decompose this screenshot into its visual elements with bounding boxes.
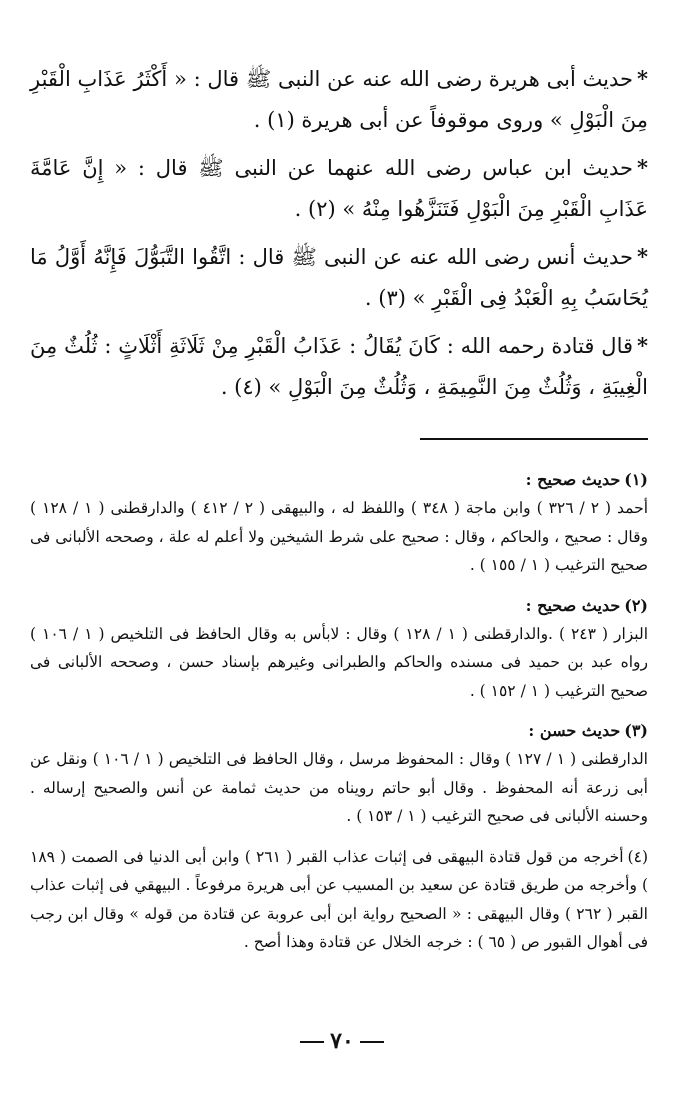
- footnote-body: البزار ( ٢٤٣ ) .والدارقطنى ( ١ / ١٢٨ ) وقال : لابأس به وقال الحافظ فى التلخيص ( ١ / ١٠٦ ) رواه عبد بن حميد فى مسنده والحاكم والطبرانى وغيرهم بإسناد حسن ، وصححه الألبانى فى صحيح الترغيب ( ١ / ١٥٢ ) .: [30, 624, 649, 700]
- page-number-text: ٧٠: [330, 1028, 354, 1054]
- main-text: [30, 58, 648, 408]
- footnote-grade: حديث صحيح :: [525, 595, 621, 615]
- divider-line: [420, 438, 648, 440]
- hadith-paragraph-4: [30, 325, 648, 408]
- hadith-paragraph-2: [30, 147, 648, 230]
- dash-left: [360, 1041, 384, 1043]
- paragraph-text: حديث أنس رضى الله عنه عن النبى ﷺ قال : اتَّقُوا التَّبَوُّلَ فَإِنَّهُ أَوَّلُ مَا يُحَاسَبُ بِهِ الْعَبْدُ فِى الْقَبْرِ » (٣) .: [30, 245, 648, 310]
- footnote-number: (٣): [624, 721, 648, 740]
- footnote-3: [30, 717, 648, 831]
- footnote-grade: حديث حسن :: [528, 721, 621, 740]
- footnote-body: أحمد ( ٢ / ٣٢٦ ) وابن ماجة ( ٣٤٨ ) واللفظ له ، والبيهقى ( ٢ / ٤١٢ ) والدارقطنى ( ١ / ١٢٨ ) وقال : صحيح ، والحاكم ، وقال : صحيح على شرط الشيخين ولا أعلم له علة ، وصححه الألبانى فى صحيح الترغيب ( ١ / ١٥٥ ) .: [30, 499, 649, 574]
- footnote-text: أخرجه من قول قتادة البيهقى فى إثبات عذاب القبر ( ٢٦١ ) وابن أبى الدنيا فى الصمت ( ١٨٩ ) وأخرجه من طريق قتادة عن سعيد بن المسيب عن أبى هريرة مرفوعاً . البيهقي فى إثبات عذاب القبر ( ٢٦٢ ) وقال البيهقى : « الصحيح رواية ابن أبى عروبة عن قتادة من قوله » وقال ابن رجب فى أهوال القبور ص ( ٦٥ ) : خرجه الخلال عن قتادة وهذا أصح .: [30, 847, 648, 951]
- footnote-number: (٢): [624, 595, 648, 615]
- paragraph-text: حديث أبى هريرة رضى الله عنه عن النبى ﷺ قال : « أَكْثَرُ عَذَابِ الْقَبْرِ مِنَ الْبَوْلِ » وروى موقوفاً عن أبى هريرة (١) .: [30, 67, 648, 132]
- footnote-2: [30, 592, 648, 706]
- footnote-divider: [30, 438, 648, 440]
- hadith-paragraph-1: [30, 58, 648, 141]
- bullet: *: [637, 66, 648, 91]
- dash-right: [300, 1041, 324, 1043]
- page-number: [0, 1028, 684, 1054]
- footnote-heading: [30, 592, 648, 620]
- footnote-number: (٤): [627, 847, 648, 866]
- footnote-body: الدارقطنى ( ١ / ١٢٧ ) وقال : المحفوظ مرسل ، وقال الحافظ فى التلخيص ( ١ / ١٠٦ ) ونقل عن أبى زرعة أنه المحفوظ . وقال أبو حاتم رويناه من حديث ثمامة عن أنس والصحيح إرساله . وحسنه الألبانى فى صحيح الترغيب ( ١ / ١٥٣ ) .: [30, 750, 648, 825]
- footnote-heading: [30, 717, 648, 745]
- footnote-1: [30, 466, 648, 580]
- paragraph-text: قال قتادة رحمه الله : كَانَ يُقَالُ : عَذَابُ الْقَبْرِ مِنْ ثَلَاثَةِ أَثْلَاثٍ : ثُلُثٌ مِنَ الْغِيبَةِ ، وَثُلُثٌ مِنَ النَّمِيمَةِ ، وَثُلُثٌ مِنَ الْبَوْلِ » (٤) .: [30, 334, 648, 399]
- hadith-paragraph-3: [30, 236, 648, 319]
- footnote-grade: حديث صحيح :: [525, 470, 621, 489]
- bullet: *: [637, 155, 648, 180]
- footnote-number: (١): [624, 470, 648, 489]
- footnote-heading: [30, 466, 648, 494]
- paragraph-text: حديث ابن عباس رضى الله عنهما عن النبى ﷺ قال : « إِنَّ عَامَّةَ عَذَابِ الْقَبْرِ مِنَ الْبَوْلِ فَتَنَزَّهُوا مِنْهُ » (٢) .: [30, 156, 648, 221]
- footnote-body: [30, 843, 648, 957]
- footnotes: [30, 466, 648, 957]
- bullet: *: [637, 244, 648, 269]
- footnote-4: [30, 843, 648, 957]
- bullet: *: [637, 333, 648, 358]
